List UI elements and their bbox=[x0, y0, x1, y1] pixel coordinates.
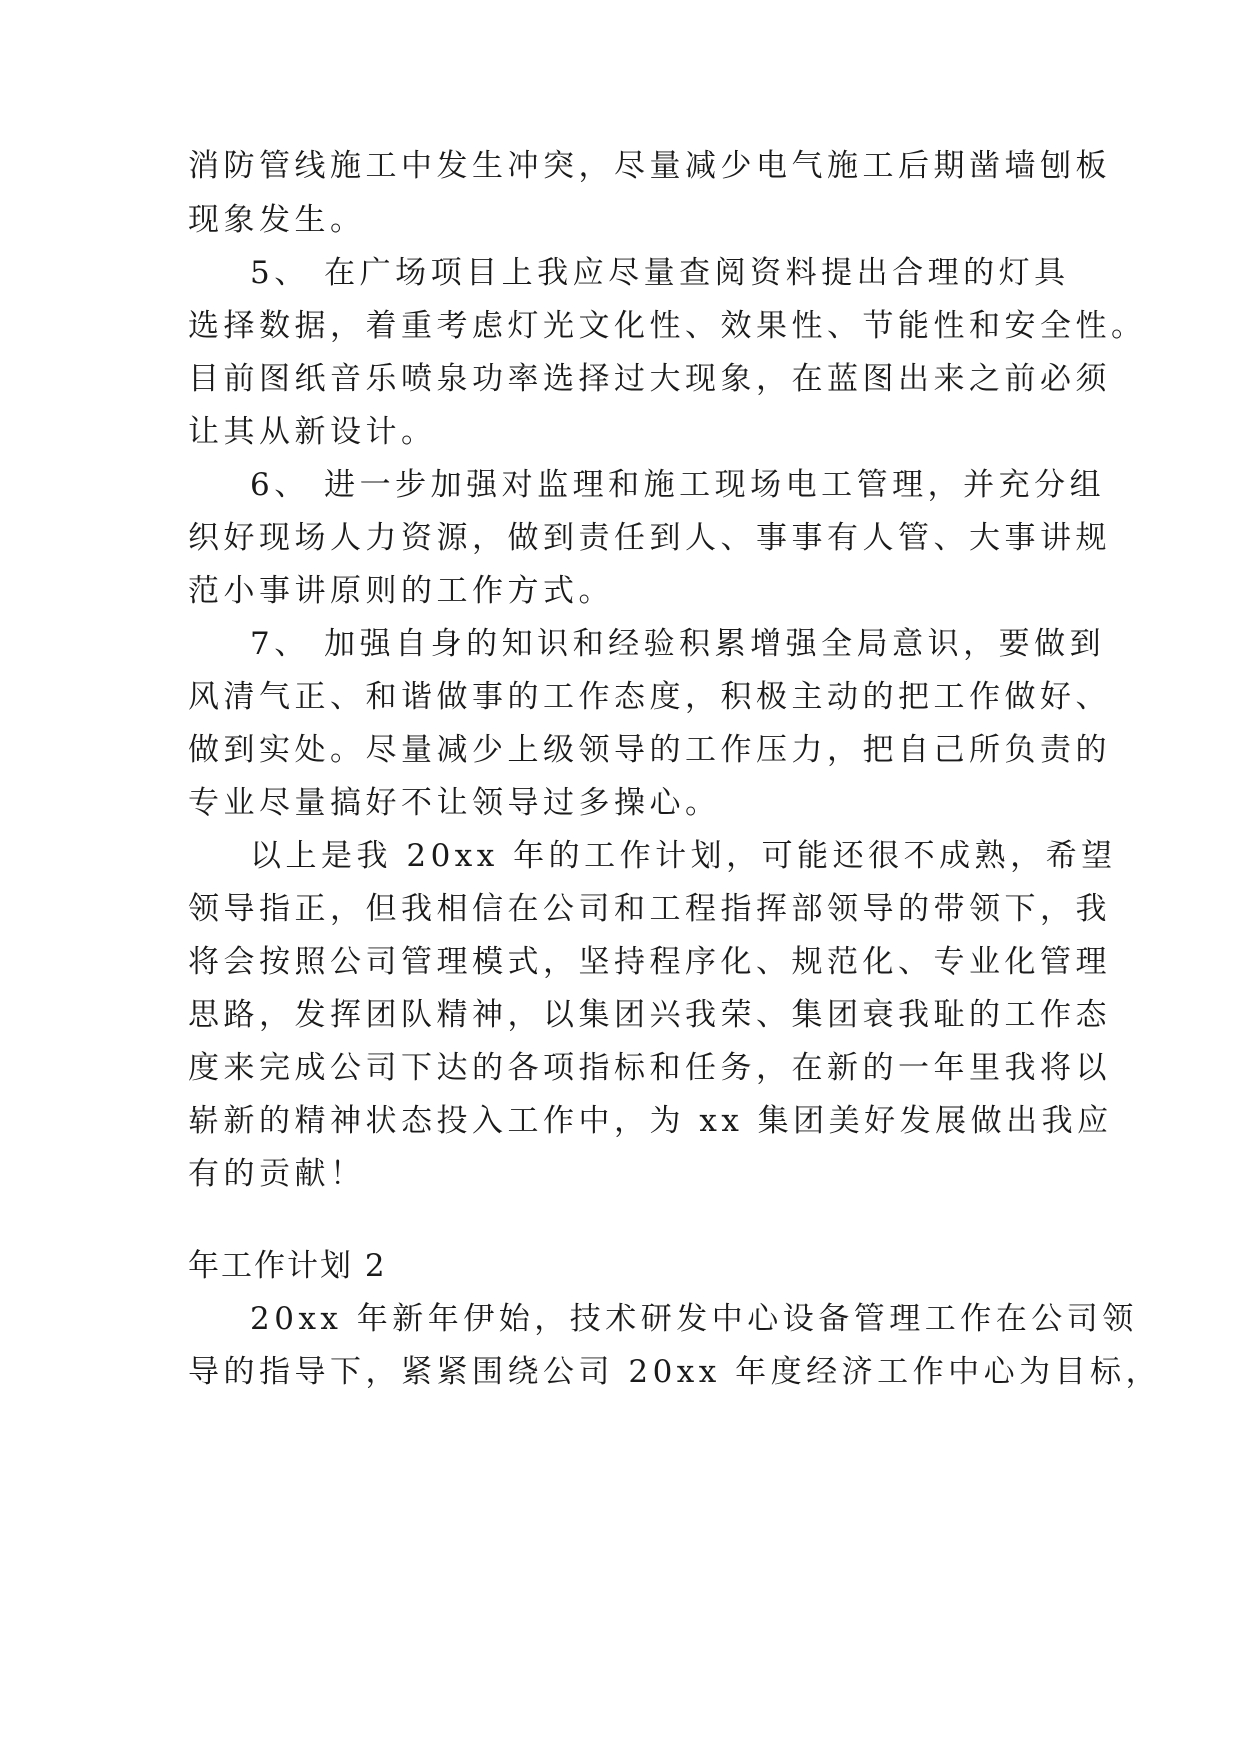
text-line: 20xx 年新年伊始，技术研发中心设备管理工作在公司领 bbox=[250, 1301, 1138, 1337]
text-line: 现象发生。 bbox=[188, 202, 366, 238]
text-line: 5、 在广场项目上我应尽量查阅资料提出合理的灯具 bbox=[250, 255, 1070, 291]
text-line: 导的指导下，紧紧围绕公司 20xx 年度经济工作中心为目标， bbox=[188, 1354, 1162, 1390]
text-line: 7、 加强自身的知识和经验积累增强全局意识，要做到 bbox=[250, 626, 1106, 662]
text-line: 做到实处。尽量减少上级领导的工作压力，把自己所负责的 bbox=[188, 732, 1111, 768]
text-line: 选择数据，着重考虑灯光文化性、效果性、节能性和安全性。 bbox=[188, 308, 1147, 344]
text-line: 度来完成公司下达的各项指标和任务，在新的一年里我将以 bbox=[188, 1050, 1111, 1086]
text-line: 以上是我 20xx 年的工作计划，可能还很不成熟，希望 bbox=[250, 838, 1117, 874]
text-line: 目前图纸音乐喷泉功率选择过大现象，在蓝图出来之前必须 bbox=[188, 361, 1111, 397]
text-line: 思路，发挥团队精神，以集团兴我荣、集团衰我耻的工作态 bbox=[188, 997, 1111, 1033]
text-line: 领导指正，但我相信在公司和工程指挥部领导的带领下，我 bbox=[188, 891, 1111, 927]
text-line: 崭新的精神状态投入工作中，为 xx 集团美好发展做出我应 bbox=[188, 1103, 1113, 1139]
text-line: 有的贡献！ bbox=[188, 1156, 366, 1192]
text-line: 织好现场人力资源，做到责任到人、事事有人管、大事讲规 bbox=[188, 520, 1111, 556]
text-line: 将会按照公司管理模式，坚持程序化、规范化、专业化管理 bbox=[188, 944, 1111, 980]
text-line: 消防管线施工中发生冲突，尽量减少电气施工后期凿墙刨板 bbox=[188, 148, 1111, 184]
text-line: 专业尽量搞好不让领导过多操心。 bbox=[188, 785, 721, 821]
text-line: 6、 进一步加强对监理和施工现场电工管理，并充分组 bbox=[250, 467, 1106, 503]
text-line: 让其从新设计。 bbox=[188, 414, 437, 450]
section-heading: 年工作计划 2 bbox=[188, 1248, 387, 1284]
text-line: 范小事讲原则的工作方式。 bbox=[188, 573, 614, 609]
text-line: 风清气正、和谐做事的工作态度，积极主动的把工作做好、 bbox=[188, 679, 1111, 715]
